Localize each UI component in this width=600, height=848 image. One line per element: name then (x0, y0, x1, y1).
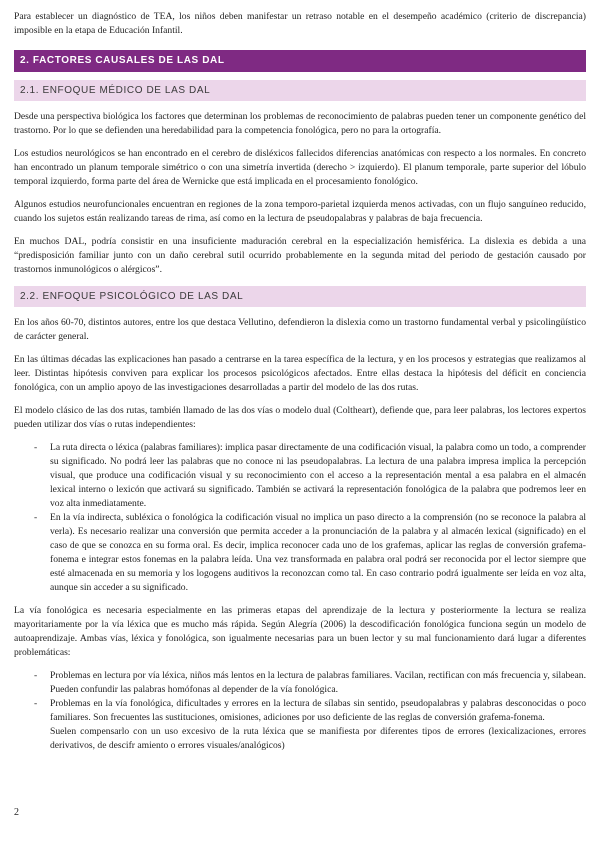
medical-paragraph-4: En muchos DAL, podría consistir en una insuficiente maduración cerebral en la especialización hemisférica. La dislexia es debida a una “predisposición familiar junto con un daño cerebral sutil ocurrido probablemente en la segunda mitad del periodo de gestación causado por trastornos inmunológicos o alérgicos”. (14, 236, 586, 275)
section-2-2-heading: 2.2. ENFOQUE PSICOLÓGICO DE LAS DAL (14, 286, 586, 307)
list-dash: - (34, 698, 38, 709)
problems-list (14, 669, 586, 725)
medical-paragraph-3: Algunos estudios neurofuncionales encuentran en regiones de la zona temporo-parietal izquierda menos activadas, con un flujo sanguíneo reducido, cuando los sujetos están realizando tareas de rima, así como en la lectura de pseudopalabras y palabras de baja frecuencia. (14, 199, 586, 224)
list-dash: - (34, 442, 38, 453)
route-direct-text: La ruta directa o léxica (palabras familiares): implica pasar directamente de una codificación visual, la palabra como un todo, a comprender su significado. No podrá leer las palabras que no conoce ni las pseudopalabras. La lectura de una palabra impresa implica la percepción visual, que produce una codificación visual y su reconocimiento con el acceso a la representación mental a esa palabra en el almacén lexical interno o lexicón que activará su significado. También se activará la representación fonológica de la palabra que podremos leer en voz alta inmediatamente. (50, 442, 586, 509)
routes-list (14, 441, 586, 595)
list-item (14, 511, 586, 595)
medical-paragraph-1: Desde una perspectiva biológica los factores que determinan los problemas de reconocimiento de palabras pueden tener un componente genético del trastorno. Por lo que se defienden una heredabilidad para la competencia fonológica, pero no para la ortografía. (14, 111, 586, 136)
psych-paragraph-2: En las últimas décadas las explicaciones han pasado a centrarse en la tarea específica de la lectura, y en los procesos y estrategias que realizamos al leer. Distintas hipótesis conviven para explicar los procesos psicológicos afectados. Entre ellas destaca la hipótesis del déficit en conciencia fonológica, con un amplio apoyo de las investigaciones desarrolladas a partir del modelo de las dos rutas. (14, 354, 586, 393)
section-2-1-heading: 2.1. ENFOQUE MÉDICO DE LAS DAL (14, 80, 586, 101)
list-dash: - (34, 670, 38, 681)
psych-paragraph-4: La vía fonológica es necesaria especialmente en las primeras etapas del aprendizaje de la lectura y posteriormente la lectura se realiza mayoritariamente por la vía léxica que es mucho más rápida. Según Alegría (2006) la descodificación fonológica funciona según un modelo de autoaprendizaje. Ambas vías, léxica y fonológica, son igualmente necesarias para un buen lector y su mal funcionamiento dará lugar a diferentes problemáticas: (14, 605, 586, 658)
intro-paragraph: Para establecer un diagnóstico de TEA, los niños deben manifestar un retraso notable en el desempeño académico (criterio de discrepancia) imposible en la etapa de Educación Infantil. (14, 11, 586, 36)
psych-paragraph-3: El modelo clásico de las dos rutas, también llamado de las dos vías o modelo dual (Coltheart), defiende que, para leer palabras, los lectores expertos pueden utilizar dos vías o rutas independientes: (14, 405, 586, 430)
list-item (14, 697, 586, 725)
section-2-heading: 2. FACTORES CAUSALES DE LAS DAL (14, 50, 586, 72)
page-number: 2 (14, 807, 19, 818)
psych-paragraph-1: En los años 60-70, distintos autores, entre los que destaca Vellutino, defendieron la dislexia como un trastorno fundamental verbal y psicolingüístico de carácter general. (14, 317, 586, 342)
list-item (14, 669, 586, 697)
page-content (14, 10, 586, 753)
medical-paragraph-2: Los estudios neurológicos se han encontrado en el cerebro de disléxicos fallecidos diferencias anatómicas con respecto a los normales. En concreto han encontrado un planum temporale simétrico o con una simetría invertida (derecho > izquierdo). El planum temporale, parte superior del lóbulo temporal izquierdo, forma parte del área de Wernicke que está implicada en el procesamiento fonológico. (14, 148, 586, 187)
problem-phonological-text: Problemas en la vía fonológica, dificultades y errores en la lectura de sílabas sin sentido, pseudopalabras y palabras desconocidas o poco familiares. Son frecuentes las sustituciones, omisiones, adiciones por uso deficiente de las reglas de conversión grafema-fonema. (50, 698, 586, 723)
list-item (14, 441, 586, 511)
problems-continuation: Suelen compensarlo con un uso excesivo de la ruta léxica que se manifiesta por diferentes tipos de errores (lexicalizaciones, errores derivativos, de descifr amiento o errores visuales/analógicos) (50, 726, 586, 751)
route-indirect-text: En la vía indirecta, subléxica o fonológica la codificación visual no implica un paso directo a la comprensión (no se reconoce la palabra al verla). Es necesario realizar una conversión que permita acceder a la pronunciación de la palabra y al almacén lexical (significado) en el caso de que se conozca en su forma oral. Es decir, implica reconocer cada uno de los grafemas, aplicar las reglas de conversión grafema-fonema e integrar estos fonemas en la palabra leída. Una vez transformada en palabra oral podrá ser reconocida por el lector siempre que esté almacenada en su memoria y los logogens auditivos la reconozcan como tal. En caso contrario podrá igualmente ser leída en voz alta, aunque sin acceder a su significado. (50, 512, 586, 593)
list-dash: - (34, 512, 38, 523)
problem-lexical-text: Problemas en lectura por vía léxica, niños más lentos en la lectura de palabras familiares. Vacilan, rectifican con más frecuencia y, silabean. Pueden confundir las palabras homófonas al depender de la vía fonológica. (50, 670, 586, 695)
